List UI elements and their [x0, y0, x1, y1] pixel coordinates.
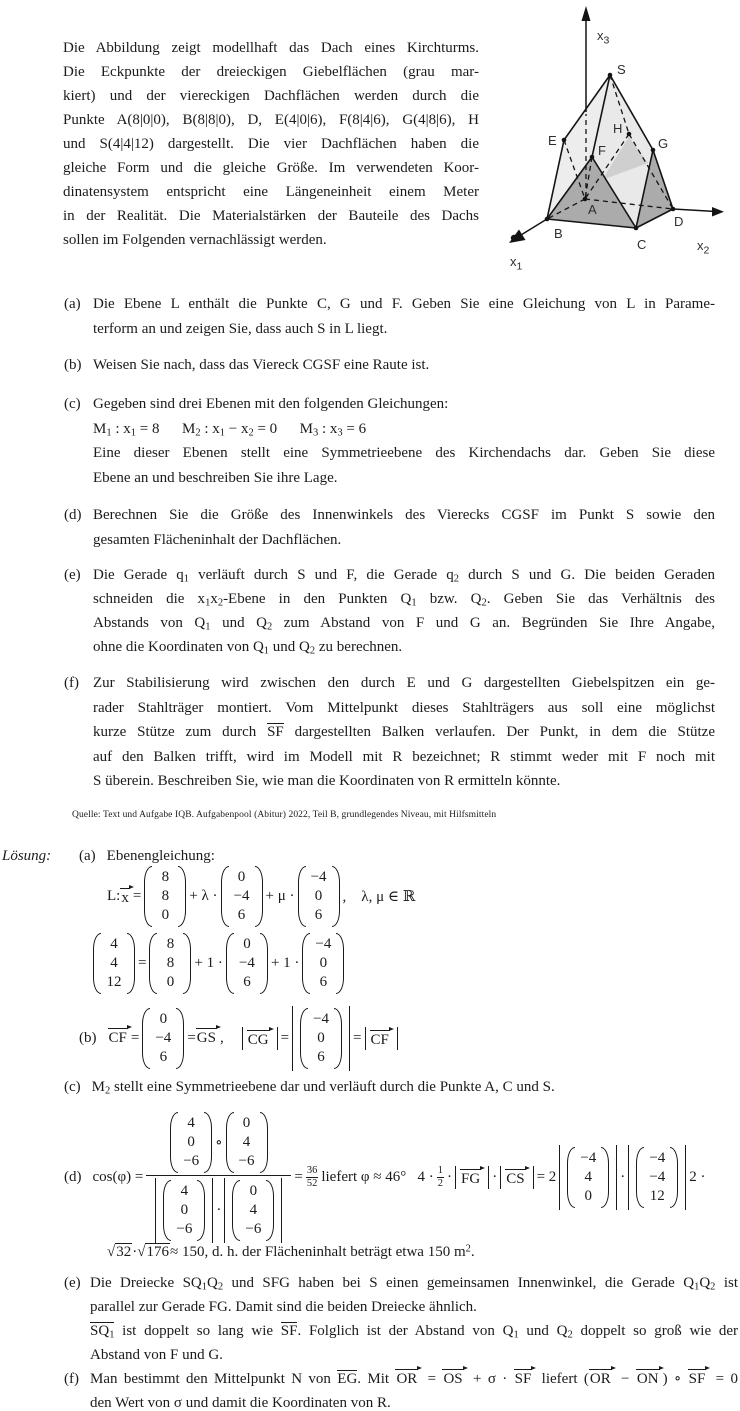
- task-b: [64, 353, 716, 378]
- x2-axis-label: $x_2$: [697, 238, 710, 257]
- task-e-text: Die Gerade $q_1$ verläuft durch S und F, die Gerade $q_2$ durch S und G. Die beiden Geraden schneiden die $x_1x_2$-Ebene in den Punkten $Q_1$ bzw. $Q_2$. Geben Sie das Verhältnis des Abstands von $Q_1$ und $Q_2$ zum Abstand von F und G an. Begründen Sie Ihre Angabe, ohne die Koordinaten von $Q_1$ und $Q_2$ zu berechnen.: [93, 567, 715, 657]
- task-c-text: Eine dieser Ebenen stellt eine Symmetrieebene des Kirchendachs dar. Geben Sie diese Ebene an und beschreiben Sie ihre Lage.: [93, 445, 715, 486]
- task-d-text: Berechnen Sie die Größe des Innenwinkels des Vierecks CGSF im Punkt S sowie den gesamten Flächeninhalt der Dachflächen.: [93, 507, 715, 548]
- solution-a-title-row: [79, 848, 215, 865]
- task-a-text: Die Ebene L enthält die Punkte C, G und F. Geben Sie eine Gleichung von L in Parame- terform an und zeigen Sie, dass auch S in L liegt.: [93, 296, 715, 337]
- solution-a-eq2: 4 4 12 = 8 8 0 + 1 · 0 −4 6 + 1 · −4 0 6: [90, 933, 347, 994]
- task-f-label: (f): [64, 675, 79, 691]
- intro-paragraph: Die Abbildung zeigt modellhaft das Dach eines Kirchturms. Die Eckpunkte der dreieckigen Giebelflächen (grau mar- kiert) und der viereckigen Dachflächen werden durch die Punkte A(8|0|0), B(8|8|0), D, E(4|0|6), F(8|4|6), G(4|8|6), H und S(4|4|12) dargestellt. Die vier Dachflächen haben die gleiche Form und die gleiche Größe. Im verwendeten Koor- dinatensystem entspricht eine Längeneinheit einem Meter in der Realität. Die Materialstärken der Bauteile des Dachs sollen im Folgenden vernachlässigt werden.: [63, 40, 479, 248]
- solution-d-label: (d): [64, 1169, 82, 1185]
- x2-arrowhead: [712, 207, 724, 217]
- solution-c-text: $M_2$ stellt eine Symmetrieebene dar und verläuft durch die Punkte A, C und S.: [91, 1079, 555, 1097]
- solution-heading: Lösung:: [2, 848, 52, 864]
- point-label-G: G: [658, 136, 669, 151]
- point-label-A: A: [588, 202, 597, 217]
- solution-f: [64, 1367, 740, 1411]
- point-label-E: E: [548, 133, 557, 148]
- task-c-math-line: $M_1$ : $x_1 = 8$ $M_2$ : $x_1 - x_2 = 0$ $M_3$ : $x_3 = 6$: [93, 420, 367, 439]
- solution-a-label: (a): [79, 848, 96, 864]
- solution-d-eq: cos(φ) = 4 0 −6 ∘ 0 4 −6 4 0 −6 · 0 4 −6 = $\frac{36}{52}$ liefert φ ≈ 46° 4 · $\frac{1}{2}$ · FG · CS = 2 −4 4 0 · −4 −4 12 2 ·: [93, 1110, 706, 1245]
- point-label-C: C: [637, 237, 647, 252]
- task-a-label: (a): [64, 296, 81, 312]
- solution-b-label: (b): [79, 1030, 97, 1046]
- point-label-B: B: [554, 226, 563, 241]
- solution-c-label: (c): [64, 1079, 81, 1095]
- solution-d-row: [64, 1110, 706, 1245]
- solution-f-label: (f): [64, 1371, 79, 1387]
- x1-axis-label: $x_1$: [510, 254, 523, 272]
- solution-e-label: (e): [64, 1275, 81, 1291]
- source-note: Quelle: Text und Aufgabe IQB. Aufgabenpool (Abitur) 2022, Teil B, grundlegendes Niveau, mit Hilfsmitteln: [72, 810, 497, 820]
- task-f-text: Zur Stabilisierung wird zwischen den durch E und G dargestellten Giebelspitzen ein ge- rader Stahlträger montiert. Vom Mittelpunkt dieses Stahlträgers aus soll eine möglichst kurze Stütze zum durch SF dargestellten Balken verlaufen. Der Punkt, in dem die Stütze auf den Balken trifft, wird im Modell mit R bezeichnet; R stimmt weder mit F noch mit S überein. Beschreiben Sie, wie man die Koordinaten von R ermitteln könnte.: [93, 675, 715, 789]
- point-label-S: S: [617, 62, 626, 77]
- task-a: [64, 292, 716, 341]
- solution-c-row: [64, 1079, 555, 1096]
- solution-e-text: Die Dreiecke $SQ_1Q_2$ und SFG haben bei S einen gemeinsamen Innenwinkel, die Gerade $Q_1Q_2$ ist parallel zur Gerade FG. Damit sind die beiden Dreiecke ähnlich. $SQ_1$ ist doppelt so lang wie SF. Folglich ist der Abstand von $Q_1$ und $Q_2$ doppelt so groß wie der Abstand von F und G.: [90, 1275, 739, 1363]
- point-label-F: F: [598, 143, 606, 158]
- task-e-label: (e): [64, 567, 81, 583]
- task-b-label: (b): [64, 357, 82, 373]
- task-d: [64, 503, 716, 552]
- task-e: [64, 563, 716, 659]
- task-f: [64, 671, 716, 794]
- solution-b-row: [79, 1006, 401, 1071]
- x3-axis-label: $x_3$: [597, 28, 610, 47]
- task-c-intro-line: Gegeben sind drei Ebenen mit den folgenden Gleichungen:: [93, 396, 449, 412]
- task-d-label: (d): [64, 507, 82, 523]
- solution-d-line2: √32 · √176 ≈ 150, d. h. der Flächeninhalt beträgt etwa 150 $m^2$.: [107, 1243, 475, 1260]
- x1-axis: [521, 219, 547, 235]
- task-c-label: (c): [64, 396, 81, 412]
- x3-arrowhead: [582, 6, 591, 21]
- solution-f-text: Man bestimmt den Mittelpunkt N von EG. Mit OR = OS + σ · SF liefert (OR − ON ) ∘ SF = 0 den Wert von σ und damit die Koordinaten von R.: [90, 1367, 738, 1411]
- roof-figure: [498, 0, 740, 272]
- point-label-H: H: [613, 121, 623, 136]
- task-c: [64, 392, 716, 490]
- task-b-text: Weisen Sie nach, dass das Viereck CGSF eine Raute ist.: [93, 357, 430, 373]
- point-label-D: D: [674, 214, 684, 229]
- solution-b-eq: CF= 0 −4 6 =GS , CG = −4 0 6 = CF: [108, 1006, 401, 1071]
- solution-e: [64, 1271, 740, 1367]
- x2-axis: [673, 209, 716, 212]
- solution-a-eq1: L: x = 8 8 0 + λ · 0 −4 6 + μ · −4 0 6 , λ, μ ∈ ℝ: [107, 866, 415, 927]
- solution-a-title: Ebenengleichung:: [106, 848, 215, 864]
- x1-arrowhead-blob: [511, 235, 517, 241]
